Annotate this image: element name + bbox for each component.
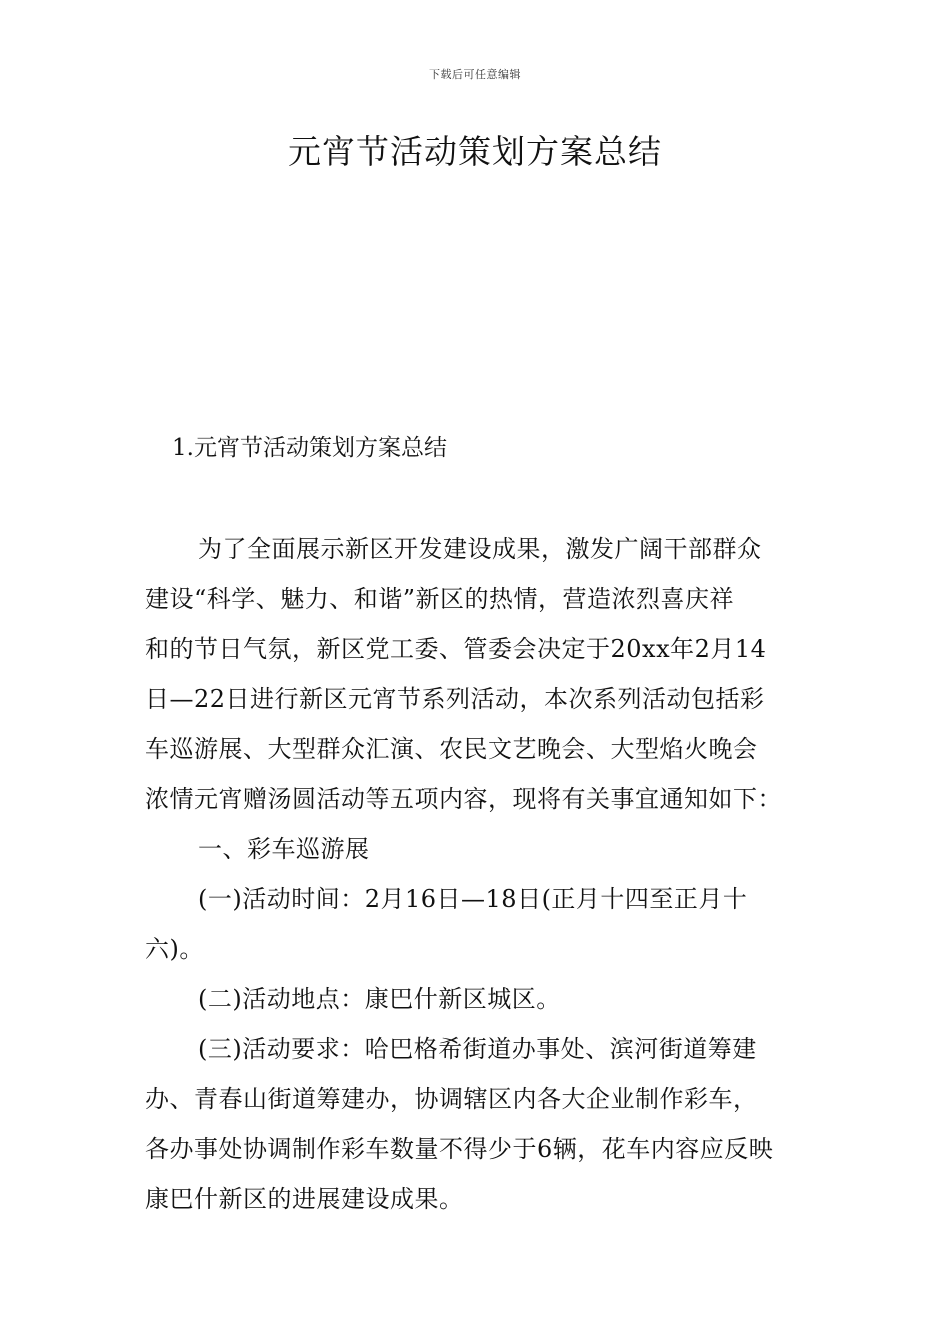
intro-paragraph <box>145 524 810 824</box>
requirement-line-text: (三)活动要求：哈巴格希街道办事处、滨河街道筹建 <box>198 1035 757 1063</box>
time-line <box>145 874 810 924</box>
paragraph-line: 为了全面展示新区开发建设成果，激发广阔干部群众 <box>198 535 762 563</box>
paragraph-line: 浓情元宵赠汤圆活动等五项内容，现将有关事宜通知如下： <box>145 785 782 813</box>
time-line-continued: 六)。 <box>145 935 204 963</box>
location-line <box>145 974 810 1024</box>
paragraph-line: 日—22日进行新区元宵节系列活动，本次系列活动包括彩 <box>145 685 765 713</box>
paragraph-line: 车巡游展、大型群众汇演、农民文艺晚会、大型焰火晚会 <box>145 735 758 763</box>
requirement-line: 办、青春山街道筹建办，协调辖区内各大企业制作彩车， <box>145 1085 758 1113</box>
section-heading: 1.元宵节活动策划方案总结 <box>172 435 447 461</box>
subsection-heading-text: 一、彩车巡游展 <box>198 835 370 863</box>
time-line-text: (一)活动时间：2月16日—18日(正月十四至正月十 <box>198 885 748 913</box>
paragraph-line: 建设“科学、魅力、和谐”新区的热情，营造浓烈喜庆祥 <box>145 585 735 613</box>
requirement-line <box>145 1024 810 1074</box>
header-note: 下载后可任意编辑 <box>429 68 521 81</box>
location-line-text: (二)活动地点：康巴什新区城区。 <box>198 985 561 1013</box>
paragraph-line: 和的节日气氛，新区党工委、管委会决定于20xx年2月14 <box>145 635 767 663</box>
document-title: 元宵节活动策划方案总结 <box>288 132 662 171</box>
subsection-heading <box>145 824 810 874</box>
requirement-line: 各办事处协调制作彩车数量不得少于6辆，花车内容应反映 <box>145 1135 774 1163</box>
requirement-line: 康巴什新区的进展建设成果。 <box>145 1185 464 1213</box>
